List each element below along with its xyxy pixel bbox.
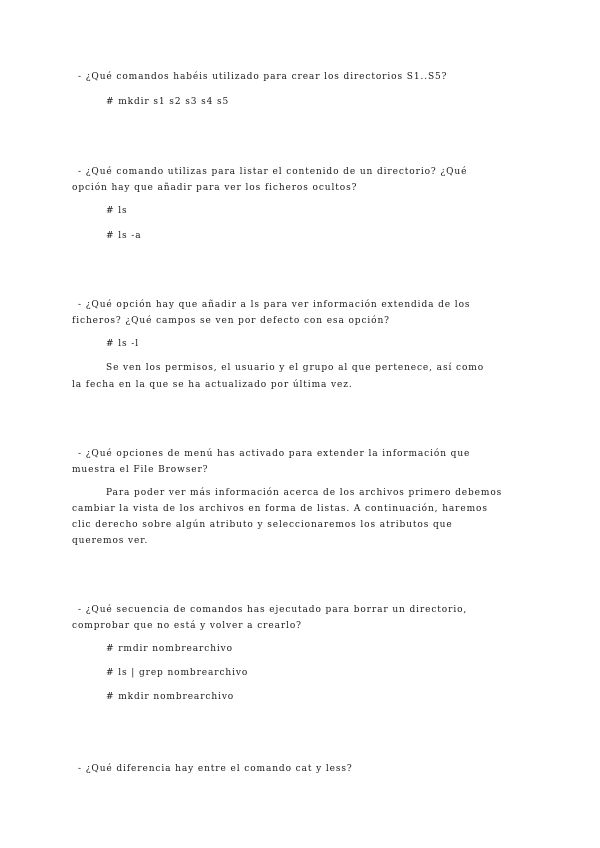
question-6-line-1: - ¿Qué diferencia hay entre el comando cat y less? xyxy=(78,764,353,774)
question-1-line-1: - ¿Qué comandos habéis utilizado para crear los directorios S1..S5? xyxy=(78,72,448,82)
question-2-command-1: # ls xyxy=(106,206,128,216)
question-4-answer-line-3: clic derecho sobre algún atributo y seleccionaremos los atributos que xyxy=(72,520,453,530)
question-2-line-2: opción hay que añadir para ver los ficheros ocultos? xyxy=(72,183,358,193)
question-4-answer-line-1: Para poder ver más información acerca de los archivos primero debemos xyxy=(106,488,503,498)
question-1-command-1: # mkdir s1 s2 s3 s4 s5 xyxy=(106,97,230,107)
question-3-line-1: - ¿Qué opción hay que añadir a ls para ver información extendida de los xyxy=(78,300,471,310)
question-4-line-2: muestra el File Browser? xyxy=(72,465,209,475)
question-5-line-1: - ¿Qué secuencia de comandos has ejecutado para borrar un directorio, xyxy=(78,605,468,615)
question-4-answer-line-4: queremos ver. xyxy=(72,536,149,546)
question-5-command-2: # ls | grep nombrearchivo xyxy=(106,668,249,678)
question-5-command-3: # mkdir nombrearchivo xyxy=(106,692,235,702)
question-3-answer-line-1: Se ven los permisos, el usuario y el grupo al que pertenece, así como xyxy=(106,363,485,373)
question-2-line-1: - ¿Qué comando utilizas para listar el contenido de un directorio? ¿Qué xyxy=(78,167,468,177)
question-5-line-2: comprobar que no está y volver a crearlo? xyxy=(72,621,302,631)
question-3-answer-line-2: la fecha en la que se ha actualizado por última vez. xyxy=(72,380,353,390)
question-4-answer-line-2: cambiar la vista de los archivos en forma de listas. A continuación, haremos xyxy=(72,504,488,514)
question-3-command-1: # ls -l xyxy=(106,339,139,349)
question-2-command-2: # ls -a xyxy=(106,231,142,241)
question-4-line-1: - ¿Qué opciones de menú has activado para extender la información que xyxy=(78,449,471,459)
question-5-command-1: # rmdir nombrearchivo xyxy=(106,644,233,654)
question-3-line-2: ficheros? ¿Qué campos se ven por defecto con esa opción? xyxy=(72,316,390,326)
